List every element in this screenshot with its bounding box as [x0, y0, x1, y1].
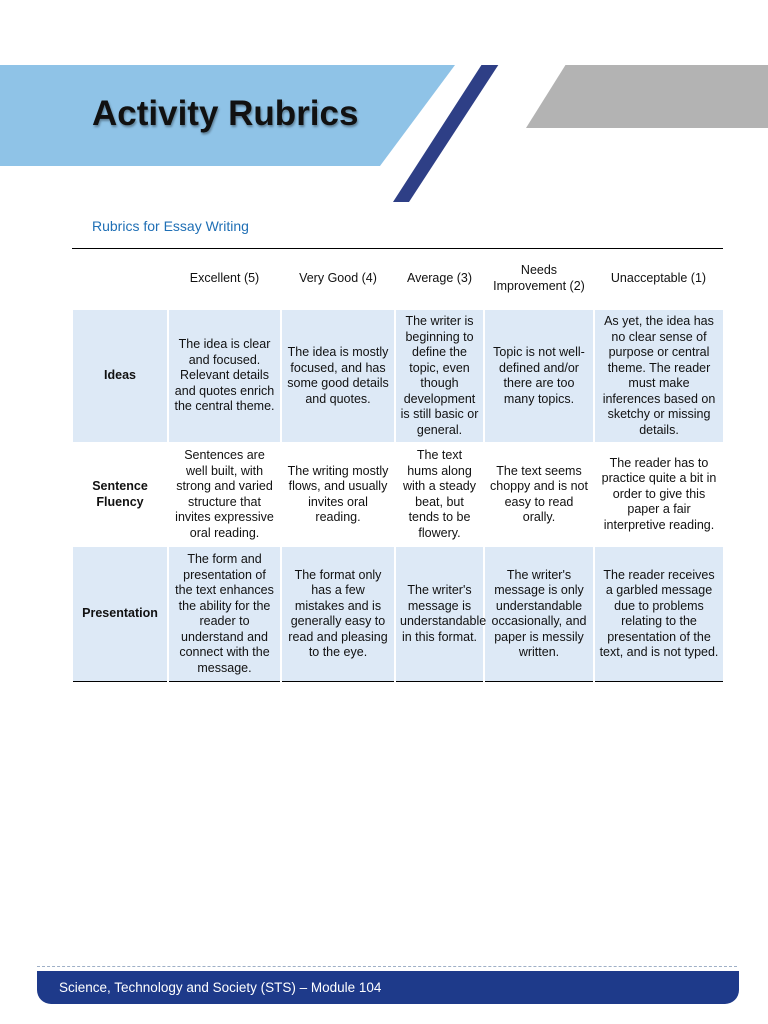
rubric-cell: The writer's message is understandable in this format.: [395, 546, 484, 682]
rubric-row-sentence-fluency: [72, 443, 723, 546]
header-banner: [0, 65, 768, 205]
criterion-label: Presentation: [72, 546, 168, 682]
rubric-cell: The reader has to practice quite a bit in order to give this paper a fair interpretive reading.: [594, 443, 723, 546]
gray-block-shape: [526, 65, 768, 128]
rubric-row-ideas: [72, 309, 723, 443]
page-title: Activity Rubrics: [92, 94, 359, 133]
criterion-label: Ideas: [72, 309, 168, 443]
criterion-label: Sentence Fluency: [72, 443, 168, 546]
footer-bar: [37, 971, 739, 1004]
rubric-cell: The form and presentation of the text enhances the ability for the reader to understand and connect with the message.: [168, 546, 281, 682]
header-banner-graphic: [0, 65, 768, 205]
rubric-header-row: [72, 249, 723, 310]
column-header-very-good: Very Good (4): [281, 249, 395, 310]
footer-text: Science, Technology and Society (STS) – Module 104: [59, 980, 382, 995]
rubric-cell: The writing mostly flows, and usually invites oral reading.: [281, 443, 395, 546]
column-header-unacceptable: Unacceptable (1): [594, 249, 723, 310]
section-heading: Rubrics for Essay Writing: [92, 218, 249, 234]
rubric-cell: The idea is clear and focused. Relevant details and quotes enrich the central theme.: [168, 309, 281, 443]
column-header-average: Average (3): [395, 249, 484, 310]
rubric-cell: The format only has a few mistakes and is generally easy to read and pleasing to the eye.: [281, 546, 395, 682]
rubric-cell: The writer's message is only understandable occasionally, and paper is messily written.: [484, 546, 594, 682]
rubric-cell: The text seems choppy and is not easy to read orally.: [484, 443, 594, 546]
rubric-cell: Sentences are well built, with strong and varied structure that invites expressive oral reading.: [168, 443, 281, 546]
column-header-needs-improvement: Needs Improvement (2): [484, 249, 594, 310]
rubric-cell: The reader receives a garbled message due to problems relating to the presentation of the text, and is not typed.: [594, 546, 723, 682]
rubric-cell: Topic is not well-defined and/or there are too many topics.: [484, 309, 594, 443]
footer-divider: [37, 966, 737, 967]
rubric-row-presentation: [72, 546, 723, 682]
column-header-excellent: Excellent (5): [168, 249, 281, 310]
rubric-cell: The text hums along with a steady beat, but tends to be flowery.: [395, 443, 484, 546]
rubric-cell: As yet, the idea has no clear sense of purpose or central theme. The reader must make inferences based on sketchy or missing details.: [594, 309, 723, 443]
rubric-cell: The writer is beginning to define the topic, even though development is still basic or general.: [395, 309, 484, 443]
rubric-table: [71, 248, 723, 682]
rubric-cell: The idea is mostly focused, and has some good details and quotes.: [281, 309, 395, 443]
column-header-criterion: [72, 249, 168, 310]
